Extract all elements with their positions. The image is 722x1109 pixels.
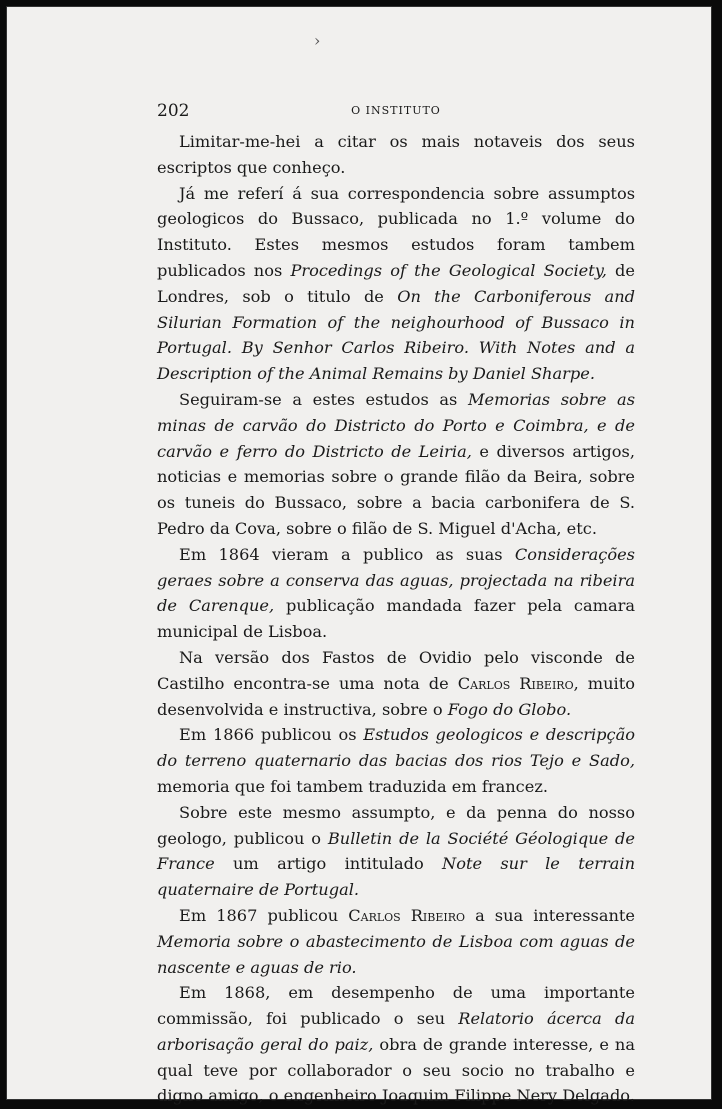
text-run: e diversos artigos, noticias e memorias sobre o grande filão da Beira, sobre os tuneis do Bussaco, sobre a bacia carbonifera de S. Pedro da Cova, sobre o filão de S. Miguel d'Acha, etc. bbox=[157, 441, 635, 538]
italic-title: Memoria sobre o abastecimento de Lisboa com aguas de nascente e aguas de rio. bbox=[157, 931, 635, 977]
paragraph bbox=[157, 542, 635, 645]
paragraph bbox=[157, 645, 635, 722]
text-run: Em 1867 publicou bbox=[179, 905, 349, 925]
running-head: O INSTITUTO bbox=[351, 104, 441, 117]
italic-title: Considerações geraes sobre a conserva das aguas, projectada na ribeira de Carenque, bbox=[157, 544, 635, 616]
text-run: Seguiram-se a estes estudos as bbox=[179, 389, 468, 409]
author-name: Carlos Ribeiro bbox=[457, 673, 574, 693]
italic-title: On the Carboniferous and Silurian Formation of the neighourhood of Bussaco in Portugal. By Senhor Carlos Ribeiro. With Notes and a Description of the Animal Remains by Daniel Sharpe. bbox=[157, 286, 635, 384]
text-run: Em 1866 publicou os bbox=[179, 725, 364, 745]
paragraph bbox=[157, 800, 635, 903]
paragraph bbox=[157, 722, 635, 799]
text-run: obra de grande interesse, e na qual teve por collaborador o seu socio no trabalho e digno amigo, o engenheiro Joaquim Filippe Nery Delgado. bbox=[157, 1034, 635, 1106]
text-run: Limitar-me-hei a citar os mais notaveis dos seus escriptos que conheço. bbox=[157, 132, 635, 177]
scanned-page bbox=[6, 6, 712, 1106]
text-run: a sua interessante bbox=[465, 905, 635, 925]
italic-title: Procedings of the Geological Society, bbox=[290, 260, 607, 280]
stray-mark: › bbox=[314, 31, 321, 50]
italic-title: Fogo do Globo. bbox=[447, 699, 572, 719]
italic-title: Estudos geologicos e descripção do terreno quaternario das bacias dos rios Tejo e Sado, bbox=[157, 725, 635, 771]
author-name: Carlos Ribeiro bbox=[348, 905, 466, 925]
text-run: Na versão dos Fastos de Ovidio pelo visconde de Castilho encontra-se uma nota de bbox=[157, 647, 635, 693]
text-run: Sobre este mesmo assumpto, e da penna do nosso geologo, publicou o bbox=[157, 802, 635, 848]
text-run: Já me referí á sua correspondencia sobre assumptos geologicos do Bussaco, publicada no 1.º volume do Instituto. Estes mesmos estudos foram tambem publicados nos bbox=[157, 183, 635, 280]
body-text bbox=[157, 129, 635, 1109]
paragraph bbox=[157, 387, 635, 542]
text-run: memoria que foi tambem traduzida em francez. bbox=[157, 776, 548, 796]
page-number: 202 bbox=[157, 101, 190, 121]
text-run: Em 1864 vieram a publico as suas bbox=[179, 544, 515, 564]
page-content bbox=[157, 101, 635, 1109]
paragraph bbox=[157, 181, 635, 387]
text-run: de Londres, sob o titulo de bbox=[157, 260, 635, 306]
paragraph bbox=[157, 980, 635, 1109]
italic-title: Bulletin de la Société Géologique de France bbox=[157, 828, 635, 874]
text-run: publicação mandada fazer pela camara municipal de Lisboa. bbox=[157, 596, 635, 642]
italic-title: Note sur le terrain quaternaire de Portugal. bbox=[157, 854, 636, 900]
italic-title: Memorias sobre as minas de carvão do Districto do Porto e Coimbra, e de carvão e ferro do Districto de Leiria, bbox=[157, 389, 636, 461]
text-run: um artigo intitulado bbox=[214, 854, 443, 874]
page-header bbox=[157, 101, 635, 129]
italic-title: Relatorio ácerca da arborisação geral do paiz, bbox=[157, 1009, 635, 1054]
paragraph bbox=[157, 903, 635, 980]
text-run: Em 1868, em desempenho de uma importante commissão, foi publicado o seu bbox=[157, 983, 635, 1029]
text-run: , muito desenvolvida e instructiva, sobre o bbox=[157, 673, 635, 719]
paragraph bbox=[157, 129, 635, 181]
